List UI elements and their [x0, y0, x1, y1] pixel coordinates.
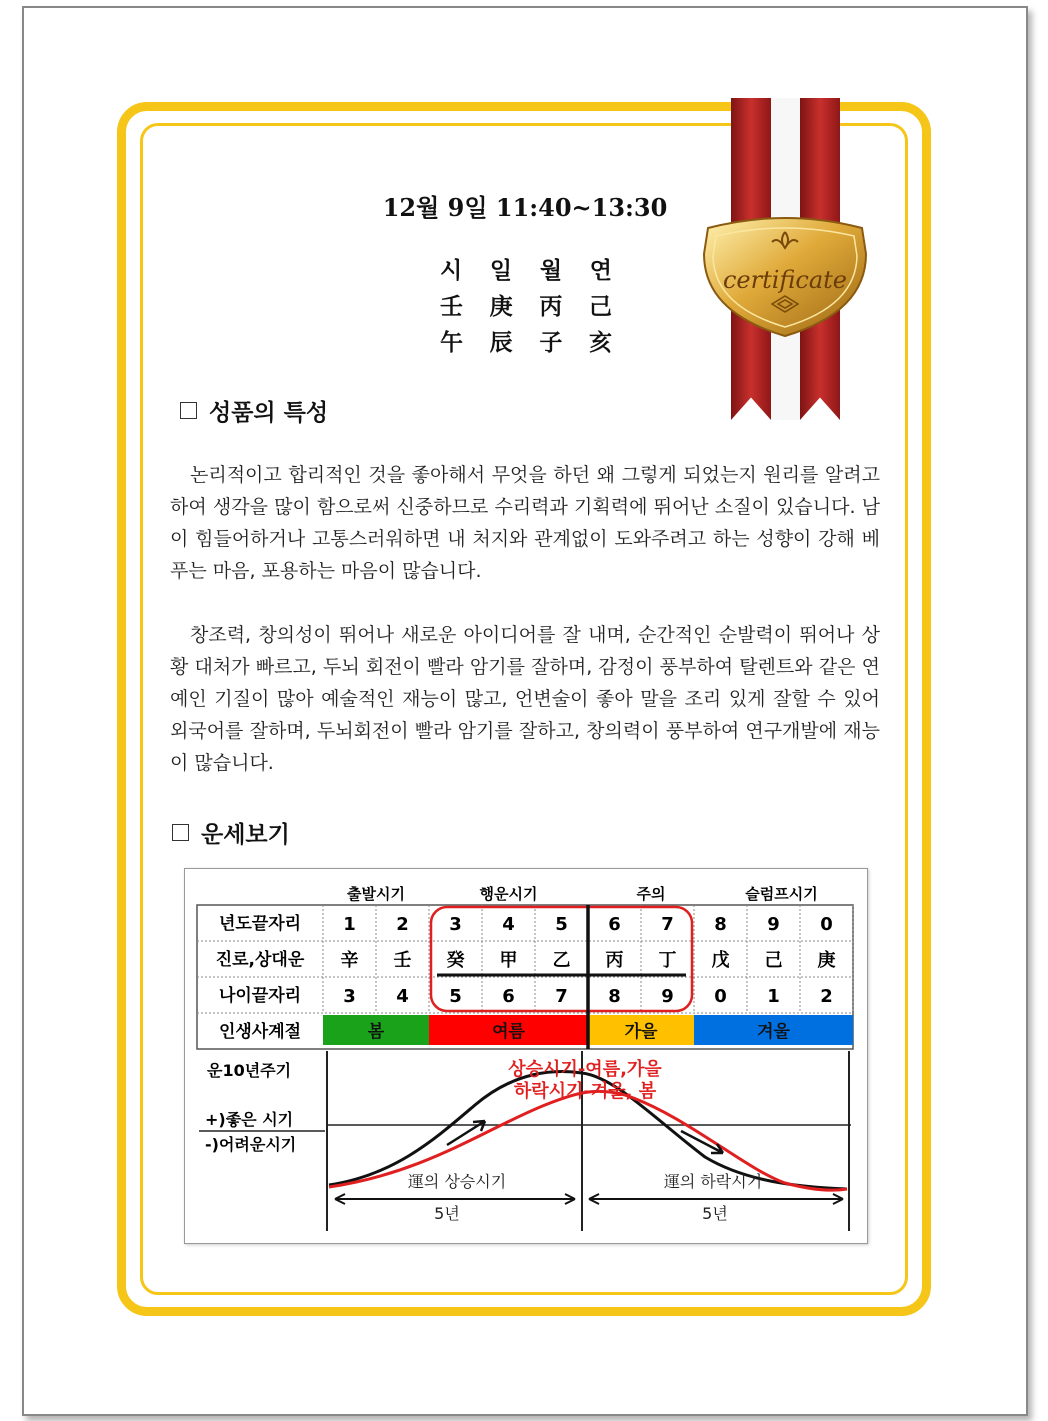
- pillar-stem: 庚: [489, 293, 513, 320]
- certificate-badge-icon: [700, 214, 870, 338]
- rise-note: 상승시기-여름,가을: [508, 1059, 662, 1080]
- table-top-label: 행운시기: [479, 885, 538, 903]
- fortune-cycle-figure: [184, 868, 868, 1244]
- section-heading-text: 운세보기: [201, 821, 290, 848]
- season-label: 여름: [492, 1022, 525, 1042]
- pillar-stem: 壬: [440, 293, 463, 320]
- season-label: 가을: [624, 1022, 658, 1042]
- pillar-header-row: [440, 253, 612, 289]
- pillar-branch: 子: [539, 329, 563, 356]
- table-row-label: 인생사계절: [218, 1022, 302, 1042]
- fall-phase-label: 運의 하락시기: [663, 1172, 763, 1191]
- season-label: 겨울: [757, 1022, 790, 1042]
- table-cell: 乙: [552, 950, 571, 971]
- pillar-branch-row: [440, 325, 612, 361]
- table-cell: 丙: [605, 950, 624, 971]
- table-cell: 甲: [499, 950, 518, 971]
- table-cell: 辛: [340, 950, 359, 971]
- table-cell: 7: [555, 986, 568, 1007]
- four-pillars: [440, 253, 612, 361]
- section-heading-fortune: [172, 816, 290, 849]
- checkbox-square-icon: [172, 824, 189, 841]
- pillar-branch: 午: [440, 329, 463, 356]
- table-cell: 9: [767, 914, 780, 935]
- red-fortune-curve: [329, 1091, 847, 1190]
- rise-phase-label: 運의 상승시기: [407, 1172, 507, 1191]
- table-cell: 1: [343, 914, 356, 935]
- page-title: 12월 9일 11:40~13:30: [382, 193, 668, 222]
- table-row-label: 나이끝자리: [218, 986, 302, 1006]
- pillar-header: 시: [440, 257, 463, 284]
- table-cell: 1: [767, 986, 780, 1007]
- table-cell: 2: [820, 986, 833, 1007]
- pillar-header: 월: [539, 257, 563, 284]
- table-cell: 6: [502, 986, 515, 1007]
- fortune-cycle-svg: [185, 869, 867, 1243]
- left-years-label: 5년: [434, 1204, 460, 1223]
- table-cell: 2: [396, 914, 409, 935]
- checkbox-square-icon: [180, 402, 197, 419]
- pillar-stem: 己: [588, 293, 612, 320]
- good-period-label: +)좋은 시기: [205, 1110, 294, 1129]
- table-cell: 庚: [817, 950, 836, 971]
- table-top-label: 슬럼프시기: [745, 885, 818, 903]
- fall-note: 하락시기-겨울, 봄: [513, 1081, 657, 1102]
- character-paragraph-2: 창조력, 창의성이 뛰어나 새로운 아이디어를 잘 내며, 순간적인 순발력이 뛰어나 상황 대처가 빠르고, 두뇌 회전이 빨라 암기를 잘하며, 감정이 풍부하여 탈렌트와 같은 연예인 기질이 많아 예술적인 재능이 많고, 언변술이 좋아 말을 조리 있게 잘할 수 있어 외국어를 잘하며, 두뇌회전이 빨라 암기를 잘하고, 창의력이 풍부하여 연구개발에 재능이 많습니다.: [170, 624, 880, 774]
- table-top-label: 출발시기: [347, 885, 405, 903]
- table-cell: 癸: [446, 950, 465, 971]
- table-cell: 4: [502, 914, 515, 935]
- pillar-branch: 辰: [489, 329, 513, 356]
- section-heading-character: [180, 394, 328, 427]
- cycle-label: 운10년주기: [207, 1061, 292, 1080]
- hard-period-label: -)어려운시기: [205, 1135, 297, 1154]
- table-cell: 己: [764, 950, 783, 971]
- table-cell: 8: [714, 914, 727, 935]
- character-paragraph-1: 논리적이고 합리적인 것을 좋아해서 무엇을 하던 왜 그렇게 되었는지 원리를 알려고 하여 생각을 많이 함으로써 신중하므로 수리력과 기획력에 뛰어난 소질이 있습니다. 남이 힘들어하거나 고통스러워하면 내 처지와 관계없이 도와주려고 하는 성향이 강해 베푸는 마음, 포용하는 마음이 많습니다.: [170, 464, 880, 582]
- table-cell: 4: [396, 986, 409, 1007]
- table-cell: 5: [449, 986, 462, 1007]
- table-row-label: 진로,상대운: [215, 950, 305, 970]
- season-label: 봄: [367, 1022, 385, 1042]
- table-cell: 壬: [393, 950, 412, 971]
- table-cell: 9: [661, 986, 674, 1007]
- table-top-label: 주의: [636, 885, 666, 903]
- table-cell: 丁: [658, 950, 677, 971]
- table-cell: 8: [608, 986, 621, 1007]
- pillar-stem: 丙: [539, 293, 563, 320]
- table-cell: 7: [661, 914, 674, 935]
- table-cell: 3: [449, 914, 462, 935]
- table-cell: 5: [555, 914, 568, 935]
- table-cell: 3: [343, 986, 356, 1007]
- table-row-label: 년도끝자리: [218, 914, 302, 934]
- table-cell: 0: [714, 986, 727, 1007]
- table-cell: 6: [608, 914, 621, 935]
- pillar-stem-row: [440, 289, 612, 325]
- badge-text: certificate: [722, 266, 848, 294]
- pillar-header: 연: [589, 257, 612, 284]
- pillar-header: 일: [489, 257, 513, 284]
- pillar-branch: 亥: [588, 329, 612, 356]
- table-cell: 0: [820, 914, 833, 935]
- right-years-label: 5년: [702, 1204, 728, 1223]
- table-cell: 戊: [711, 950, 730, 971]
- section-heading-text: 성품의 특성: [209, 399, 329, 426]
